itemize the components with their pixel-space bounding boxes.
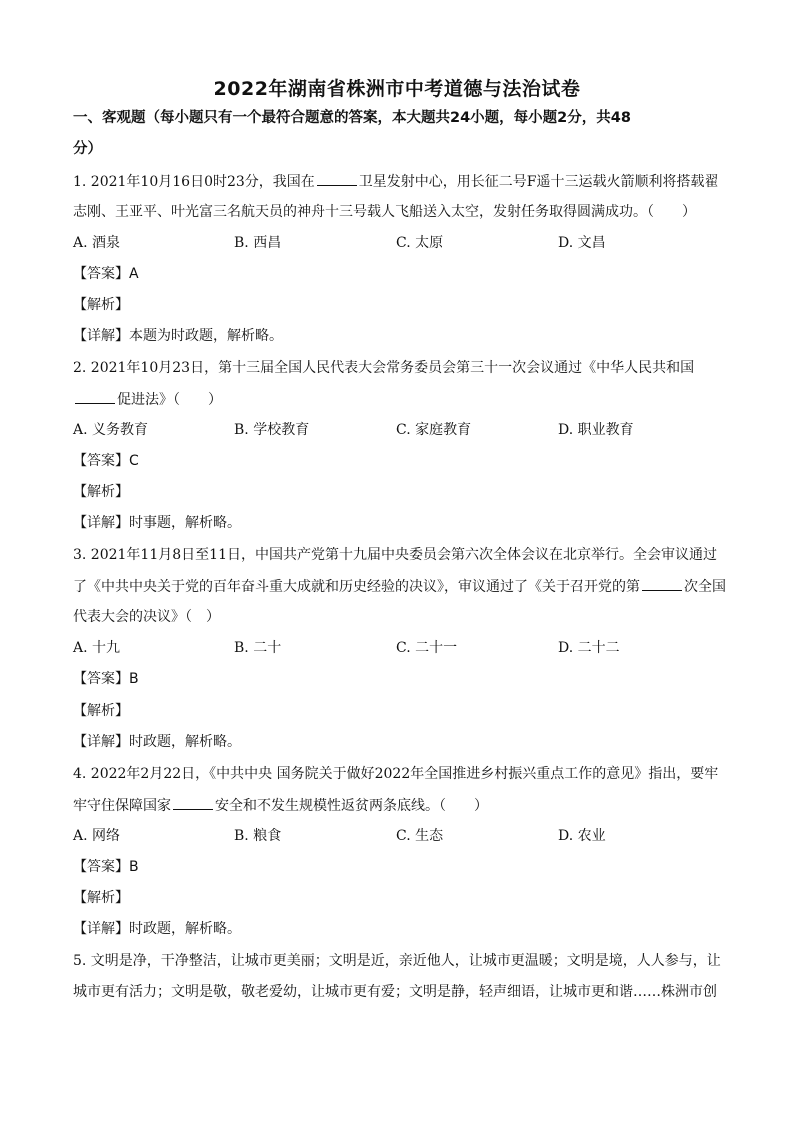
question-3-options <box>73 638 723 658</box>
option-d: D. 二十二 <box>558 640 620 656</box>
question-1-options <box>73 233 723 253</box>
question-5-line-1: 5. 文明是净，干净整洁，让城市更美丽；文明是近，亲近他人，让城市更温暖；文明是境，人人参与，让 <box>73 953 721 969</box>
question-4-answer: 【答案】B <box>73 859 139 875</box>
question-3-line-2: 了《中共中央关于党的百年奋斗重大成就和历史经验的决议》，审议通过了《关于召开党的第 次全国 <box>73 576 723 597</box>
question-1-line-2: 志刚、王亚平、叶光富三名航天员的神舟十三号载人飞船送入太空，发射任务取得圆满成功。（ ） <box>73 204 696 220</box>
option-d: D. 职业教育 <box>558 422 634 438</box>
option-c: C. 太原 <box>396 235 444 251</box>
option-b: B. 粮食 <box>234 828 282 844</box>
question-1-detail: 【详解】本题为时政题，解析略。 <box>73 328 283 344</box>
question-4-detail: 【详解】时政题，解析略。 <box>73 921 241 937</box>
answer-blank <box>317 171 357 186</box>
section-heading-line-1: 一、客观题（每小题只有一个最符合题意的答案，本大题共24小题，每小题2分，共48 <box>73 110 631 126</box>
question-3-line-1: 3. 2021年11月8日至11日，中国共产党第十九届中央委员会第六次全体会议在北京举行。全会审议通过 <box>73 547 717 563</box>
question-3-analysis: 【解析】 <box>73 703 129 719</box>
question-1-line-1: 1. 2021年10月16日0时23分，我国在 卫星发射中心，用长征二号F遥十三运载火箭顺利将搭载翟 <box>73 171 723 192</box>
option-d: D. 文昌 <box>558 235 606 251</box>
question-4-analysis: 【解析】 <box>73 890 129 906</box>
option-a: A. 义务教育 <box>73 422 149 438</box>
option-a: A. 网络 <box>73 828 121 844</box>
option-a: A. 十九 <box>73 640 121 656</box>
option-c: C. 生态 <box>396 828 444 844</box>
option-d: D. 农业 <box>558 828 606 844</box>
option-b: B. 学校教育 <box>234 422 310 438</box>
question-4-options <box>73 826 723 846</box>
option-c: C. 二十一 <box>396 640 458 656</box>
question-1-answer: 【答案】A <box>73 266 139 282</box>
question-5-line-2: 城市更有活力；文明是敬，敬老爱幼，让城市更有爱；文明是静，轻声细语，让城市更和谐……株洲市创 <box>73 984 717 1000</box>
answer-blank <box>173 795 213 810</box>
question-2-analysis: 【解析】 <box>73 484 129 500</box>
question-4-line-2: 牢守住保障国家 安全和不发生规模性返贫两条底线。（ ） <box>73 795 723 816</box>
option-c: C. 家庭教育 <box>396 422 472 438</box>
question-3-detail: 【详解】时政题，解析略。 <box>73 734 241 750</box>
question-3-answer: 【答案】B <box>73 671 139 687</box>
question-2-options <box>73 420 723 440</box>
section-heading-line-2: 分） <box>73 141 102 157</box>
section-heading <box>73 103 713 165</box>
option-b: B. 二十 <box>234 640 282 656</box>
question-2-answer: 【答案】C <box>73 453 139 469</box>
question-3-line-3: 代表大会的决议》（ ） <box>73 609 220 625</box>
option-b: B. 西昌 <box>234 235 282 251</box>
question-2-line-1: 2. 2021年10月23日，第十三届全国人民代表大会常务委员会第三十一次会议通过《中华人民共和国 <box>73 360 695 376</box>
question-1-analysis: 【解析】 <box>73 297 129 313</box>
page-title: 2022年湖南省株洲市中考道德与法治试卷 <box>213 78 581 100</box>
option-a: A. 酒泉 <box>73 235 121 251</box>
question-2-line-2: 促进法》（ ） <box>73 389 723 410</box>
question-4-line-1: 4. 2022年2月22日，《中共中央 国务院关于做好2022年全国推进乡村振兴重点工作的意见》指出，要牢 <box>73 766 719 782</box>
answer-blank <box>75 389 115 404</box>
question-2-detail: 【详解】时事题，解析略。 <box>73 515 241 531</box>
answer-blank <box>642 576 682 591</box>
